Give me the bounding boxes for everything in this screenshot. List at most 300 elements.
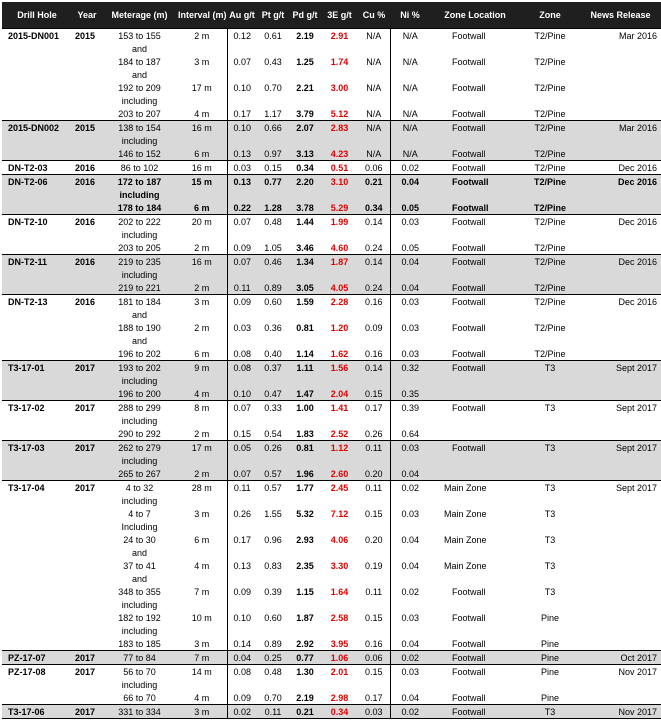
- cell-pd: [289, 134, 321, 147]
- cell-3e: [321, 454, 358, 467]
- cell-year: 2017: [72, 401, 102, 415]
- cell-pd: 2.21: [296, 82, 314, 93]
- cell-pt: 0.37: [257, 361, 289, 375]
- cell-pd: [289, 520, 321, 533]
- cell-au: [227, 308, 257, 321]
- cell-drill-hole: [2, 533, 72, 546]
- cell-year: 2017: [72, 665, 102, 679]
- cell-ni: [390, 42, 430, 55]
- cell-interval: 4 m: [194, 692, 210, 703]
- cell-zone: Pine: [520, 665, 580, 679]
- cell-meterage: 202 to 222: [102, 215, 177, 229]
- cell-zone: [520, 334, 580, 347]
- cell-au: [227, 494, 257, 507]
- table-row: [2, 55, 661, 68]
- header-meterage: Meterage (m): [102, 2, 177, 29]
- cell-year: [72, 94, 102, 107]
- cell-meterage: 348 to 355: [118, 586, 161, 597]
- cell-cu: 0.17: [358, 401, 390, 415]
- cell-zone: T3: [520, 401, 580, 415]
- cell-news-release: [580, 134, 661, 147]
- cell-pd: 1.34: [289, 255, 321, 269]
- cell-zone: [520, 454, 580, 467]
- table-row: [2, 637, 661, 651]
- cell-news-release: Mar 2016: [580, 29, 661, 43]
- cell-meterage: 331 to 334: [102, 705, 177, 719]
- cell-zone-location: [430, 414, 520, 427]
- cell-meterage: 183 to 185: [118, 638, 161, 649]
- cell-meterage: including: [102, 134, 177, 147]
- cell-au: 0.07: [227, 55, 257, 68]
- cell-meterage: 138 to 154: [102, 121, 177, 135]
- cell-interval: 2 m: [177, 467, 227, 481]
- cell-zone-location: Footwall: [430, 705, 520, 719]
- cell-news-release: Mar 2016: [580, 121, 661, 135]
- cell-meterage: 77 to 84: [102, 651, 177, 665]
- cell-drill-hole: [2, 611, 72, 624]
- cell-news-release: [580, 678, 661, 691]
- cell-meterage: Including: [121, 521, 158, 532]
- cell-meterage: 4 to 7: [128, 508, 151, 519]
- table-row: [2, 94, 661, 107]
- cell-zone: [520, 546, 580, 559]
- cell-zone: [520, 68, 580, 81]
- cell-cu: 0.16: [364, 638, 383, 649]
- cell-drill-hole: PZ-17-07: [2, 651, 72, 665]
- cell-cu: [358, 624, 390, 637]
- table-row: [2, 651, 661, 665]
- cell-zone-location: Footwall: [452, 108, 486, 119]
- cell-zone-location: Main Zone: [444, 508, 487, 519]
- cell-pt: 0.47: [257, 387, 289, 401]
- cell-3e: 4.60: [330, 242, 349, 253]
- cell-3e: 1.87: [321, 255, 358, 269]
- cell-year: 2017: [72, 481, 102, 495]
- cell-drill-hole: [2, 94, 72, 107]
- cell-zone-location: [430, 374, 520, 387]
- cell-year: 2016: [72, 175, 102, 189]
- cell-zone-location: [430, 134, 520, 147]
- cell-drill-hole: [2, 387, 72, 401]
- cell-pt: [257, 494, 289, 507]
- cell-pt: 0.60: [264, 612, 282, 623]
- cell-ni: 0.04: [390, 637, 430, 651]
- cell-news-release: [580, 546, 661, 559]
- cell-au: [227, 68, 257, 81]
- cell-pd: 2.35: [296, 560, 314, 571]
- cell-pd: 1.87: [296, 612, 314, 623]
- cell-zone-location: Footwall: [430, 665, 520, 679]
- cell-pd: 1.59: [289, 295, 321, 309]
- cell-ni: [390, 228, 430, 241]
- table-row: [2, 374, 661, 387]
- cell-news-release: [580, 427, 661, 441]
- cell-pt: [257, 308, 289, 321]
- cell-pt: 0.48: [257, 215, 289, 229]
- cell-zone-location: Footwall: [452, 82, 486, 93]
- cell-zone-location: Footwall: [430, 651, 520, 665]
- cell-zone-location: Footwall: [430, 29, 520, 43]
- cell-interval: 16 m: [177, 161, 227, 175]
- table-row: [2, 691, 661, 705]
- cell-cu: [358, 188, 390, 201]
- cell-ni: 0.32: [390, 361, 430, 375]
- cell-year: [72, 427, 102, 441]
- cell-drill-hole: [2, 134, 72, 147]
- cell-cu: 0.15: [364, 612, 383, 623]
- cell-ni: 0.04: [390, 691, 430, 705]
- cell-pd: 3.46: [296, 242, 314, 253]
- cell-drill-hole: [2, 598, 72, 611]
- cell-news-release: [580, 494, 661, 507]
- cell-zone: T3: [520, 705, 580, 719]
- cell-au: 0.14: [227, 637, 257, 651]
- cell-pd: 2.19: [296, 692, 314, 703]
- cell-interval: 8 m: [177, 401, 227, 415]
- cell-news-release: Dec 2016: [580, 161, 661, 175]
- cell-interval: 7 m: [177, 651, 227, 665]
- cell-3e: [321, 134, 358, 147]
- cell-year: [72, 559, 102, 572]
- cell-ni: 0.03: [390, 611, 430, 624]
- header-pt: Pt g/t: [257, 2, 289, 29]
- cell-zone-location: [430, 427, 520, 441]
- cell-news-release: [580, 691, 661, 705]
- cell-interval: [177, 598, 227, 611]
- cell-3e: 1.62: [330, 348, 349, 359]
- cell-zone: T3: [520, 481, 580, 495]
- cell-zone: T2/Pine: [520, 201, 580, 215]
- cell-pd: 5.32: [296, 508, 314, 519]
- table-row: [2, 387, 661, 401]
- cell-interval: [177, 308, 227, 321]
- cell-news-release: [580, 334, 661, 347]
- cell-cu: 0.17: [364, 692, 383, 703]
- cell-interval: 6 m: [177, 147, 227, 161]
- cell-drill-hole: [2, 107, 72, 121]
- cell-zone-location: Footwall: [430, 401, 520, 415]
- cell-drill-hole: [2, 454, 72, 467]
- cell-meterage: 219 to 235: [102, 255, 177, 269]
- cell-year: [72, 414, 102, 427]
- cell-pd: 1.25: [296, 56, 314, 67]
- cell-pt: 1.55: [264, 508, 282, 519]
- cell-ni: [390, 520, 430, 533]
- cell-ni: 0.03: [390, 215, 430, 229]
- cell-zone: T2/Pine: [520, 295, 580, 309]
- cell-drill-hole: [2, 241, 72, 255]
- cell-news-release: [580, 268, 661, 281]
- cell-zone: T2/Pine: [534, 322, 566, 333]
- cell-pt: 1.28: [257, 201, 289, 215]
- cell-year: [72, 624, 102, 637]
- cell-ni: [390, 572, 430, 585]
- cell-zone: [520, 598, 580, 611]
- cell-interval: [177, 228, 227, 241]
- cell-drill-hole: T3-17-02: [2, 401, 72, 415]
- cell-zone-location: Main Zone: [430, 481, 520, 495]
- cell-news-release: Dec 2016: [580, 215, 661, 229]
- cell-interval: 6 m: [194, 534, 210, 545]
- cell-meterage: 178 to 184: [102, 201, 177, 215]
- cell-interval: 6 m: [177, 201, 227, 215]
- cell-cu: [358, 374, 390, 387]
- cell-au: 0.03: [227, 321, 257, 334]
- cell-drill-hole: PZ-17-08: [2, 665, 72, 679]
- cell-pd: 0.81: [296, 322, 314, 333]
- cell-meterage: and: [131, 547, 148, 558]
- cell-ni: 0.04: [390, 281, 430, 295]
- cell-zone: T2/Pine: [534, 82, 566, 93]
- cell-au: [227, 598, 257, 611]
- cell-zone-location: [430, 454, 520, 467]
- cell-au: [227, 268, 257, 281]
- cell-meterage: 182 to 192: [118, 612, 161, 623]
- cell-au: [227, 414, 257, 427]
- table-row: [2, 533, 661, 546]
- cell-zone-location: [430, 268, 520, 281]
- cell-year: 2017: [72, 651, 102, 665]
- cell-3e: 3.95: [330, 638, 349, 649]
- cell-year: 2016: [72, 255, 102, 269]
- cell-zone: T2/Pine: [520, 255, 580, 269]
- cell-pd: 1.14: [296, 348, 314, 359]
- cell-year: [72, 467, 102, 481]
- cell-cu: 0.19: [364, 560, 383, 571]
- cell-zone: [520, 427, 580, 441]
- table-row: [2, 467, 661, 481]
- cell-pd: [289, 678, 321, 691]
- cell-cu: 0.11: [365, 586, 383, 597]
- cell-pd: [289, 68, 321, 81]
- cell-cu: 0.16: [364, 348, 383, 359]
- cell-pd: 2.19: [289, 29, 321, 43]
- cell-3e: 1.74: [330, 56, 349, 67]
- cell-ni: [390, 454, 430, 467]
- cell-year: [72, 241, 102, 255]
- cell-drill-hole: [2, 507, 72, 520]
- cell-ni: 0.02: [390, 161, 430, 175]
- cell-zone-location: [430, 572, 520, 585]
- cell-zone: T3: [544, 534, 556, 545]
- cell-drill-hole: DN-T2-06: [2, 175, 72, 189]
- cell-3e: [321, 494, 358, 507]
- cell-pt: 0.39: [264, 586, 282, 597]
- table-row: [2, 42, 661, 55]
- cell-zone: [520, 678, 580, 691]
- cell-zone: [520, 467, 580, 481]
- table-row: [2, 598, 661, 611]
- cell-zone: [520, 572, 580, 585]
- cell-pd: 0.34: [289, 161, 321, 175]
- cell-3e: 1.06: [321, 651, 358, 665]
- cell-interval: 10 m: [191, 612, 212, 623]
- cell-year: [72, 454, 102, 467]
- cell-interval: 15 m: [177, 175, 227, 189]
- cell-year: [72, 188, 102, 201]
- cell-meterage: 219 to 221: [102, 281, 177, 295]
- cell-3e: [321, 94, 358, 107]
- table-row: [2, 81, 661, 94]
- cell-zone: [520, 374, 580, 387]
- header-interval: Interval (m): [177, 2, 227, 29]
- cell-year: [72, 228, 102, 241]
- cell-au: [227, 42, 257, 55]
- cell-pd: 2.20: [289, 175, 321, 189]
- cell-pd: [289, 494, 321, 507]
- cell-news-release: [580, 559, 661, 572]
- cell-zone: [520, 188, 580, 201]
- cell-meterage: 37 to 41: [123, 560, 156, 571]
- table-row: [2, 121, 661, 135]
- cell-ni: 0.35: [390, 387, 430, 401]
- cell-zone-location: Footwall: [452, 612, 486, 623]
- cell-cu: 0.11: [358, 441, 390, 455]
- cell-cu: 0.15: [358, 387, 390, 401]
- cell-pd: 3.13: [289, 147, 321, 161]
- cell-zone-location: Footwall: [430, 175, 520, 189]
- cell-pt: 0.70: [264, 82, 282, 93]
- cell-pd: 3.79: [296, 108, 314, 119]
- cell-zone-location: [430, 188, 520, 201]
- cell-zone-location: Main Zone: [444, 534, 487, 545]
- cell-cu: [358, 68, 390, 81]
- cell-au: 0.10: [227, 121, 257, 135]
- cell-year: [72, 107, 102, 121]
- cell-meterage: 4 to 32: [102, 481, 177, 495]
- cell-zone: T2/Pine: [520, 215, 580, 229]
- cell-meterage: 203 to 207: [118, 108, 161, 119]
- cell-au: 0.10: [227, 611, 257, 624]
- table-row: [2, 134, 661, 147]
- cell-year: [72, 678, 102, 691]
- cell-3e: [321, 678, 358, 691]
- cell-au: 0.08: [227, 361, 257, 375]
- table-row: [2, 705, 661, 719]
- cell-zone: [520, 387, 580, 401]
- cell-drill-hole: DN-T2-13: [2, 295, 72, 309]
- cell-pd: [289, 228, 321, 241]
- cell-pt: 0.11: [257, 705, 289, 719]
- cell-zone-location: [430, 598, 520, 611]
- cell-meterage: 192 to 209: [118, 82, 161, 93]
- cell-au: 0.03: [227, 161, 257, 175]
- table-row: [2, 414, 661, 427]
- cell-3e: [321, 414, 358, 427]
- cell-pt: [257, 188, 289, 201]
- cell-cu: 0.24: [364, 242, 383, 253]
- table-row: [2, 454, 661, 467]
- cell-au: 0.09: [227, 585, 257, 598]
- cell-meterage: 265 to 267: [102, 467, 177, 481]
- cell-3e: 4.05: [321, 281, 358, 295]
- cell-drill-hole: T3-17-03: [2, 441, 72, 455]
- cell-zone-location: Main Zone: [444, 560, 487, 571]
- cell-cu: [358, 572, 390, 585]
- header-news-release: News Release: [580, 2, 661, 29]
- cell-year: [72, 585, 102, 598]
- cell-cu: 0.26: [364, 428, 383, 439]
- cell-ni: N/A: [390, 107, 430, 121]
- cell-pt: 0.15: [257, 161, 289, 175]
- cell-zone-location: Footwall: [452, 322, 486, 333]
- cell-interval: 3 m: [194, 56, 210, 67]
- cell-au: 0.22: [227, 201, 257, 215]
- table-row: [2, 161, 661, 175]
- cell-year: [72, 308, 102, 321]
- cell-pd: [289, 94, 321, 107]
- cell-drill-hole: [2, 321, 72, 334]
- cell-interval: [177, 188, 227, 201]
- cell-pd: 2.07: [289, 121, 321, 135]
- cell-drill-hole: [2, 559, 72, 572]
- cell-ni: [390, 334, 430, 347]
- cell-cu: 0.03: [358, 705, 390, 719]
- cell-drill-hole: [2, 414, 72, 427]
- cell-interval: [177, 94, 227, 107]
- cell-pt: 0.46: [257, 255, 289, 269]
- cell-news-release: [580, 107, 661, 121]
- cell-news-release: [580, 624, 661, 637]
- cell-meterage: and: [131, 573, 148, 584]
- cell-au: 0.12: [227, 29, 257, 43]
- cell-3e: 2.04: [321, 387, 358, 401]
- cell-au: 0.07: [227, 467, 257, 481]
- cell-zone-location: [430, 467, 520, 481]
- cell-au: [227, 546, 257, 559]
- cell-cu: N/A: [366, 108, 382, 119]
- cell-3e: 3.30: [330, 560, 349, 571]
- cell-pt: 0.66: [257, 121, 289, 135]
- table-row: [2, 427, 661, 441]
- cell-pt: 0.54: [264, 428, 282, 439]
- cell-year: [72, 507, 102, 520]
- cell-drill-hole: [2, 637, 72, 651]
- cell-pt: [257, 334, 289, 347]
- cell-interval: 4 m: [194, 108, 210, 119]
- cell-3e: 3.00: [330, 82, 349, 93]
- cell-meterage: including: [121, 599, 158, 610]
- cell-meterage: 203 to 205: [118, 242, 161, 253]
- cell-ni: 0.04: [390, 467, 430, 481]
- cell-ni: 0.03: [390, 347, 430, 361]
- cell-3e: 2.58: [330, 612, 349, 623]
- cell-zone: [520, 134, 580, 147]
- cell-year: [72, 546, 102, 559]
- cell-pt: 0.57: [257, 481, 289, 495]
- cell-zone-location: Footwall: [430, 281, 520, 295]
- cell-year: 2017: [72, 705, 102, 719]
- cell-interval: [177, 414, 227, 427]
- cell-zone-location: Footwall: [452, 586, 486, 597]
- cell-pt: [257, 134, 289, 147]
- cell-pd: 1.11: [289, 361, 321, 375]
- cell-drill-hole: T3-17-06: [2, 705, 72, 719]
- cell-cu: 0.24: [358, 281, 390, 295]
- cell-news-release: Sept 2017: [580, 481, 661, 495]
- cell-meterage: 290 to 292: [118, 428, 161, 439]
- cell-pt: [257, 598, 289, 611]
- table-row: [2, 255, 661, 269]
- cell-zone: T2/Pine: [534, 108, 566, 119]
- cell-3e: [321, 68, 358, 81]
- cell-zone-location: Footwall: [430, 161, 520, 175]
- cell-3e: 1.99: [321, 215, 358, 229]
- table-row: [2, 68, 661, 81]
- header-ni: Ni %: [390, 2, 430, 29]
- cell-au: 0.17: [227, 533, 257, 546]
- cell-pt: 0.89: [264, 638, 282, 649]
